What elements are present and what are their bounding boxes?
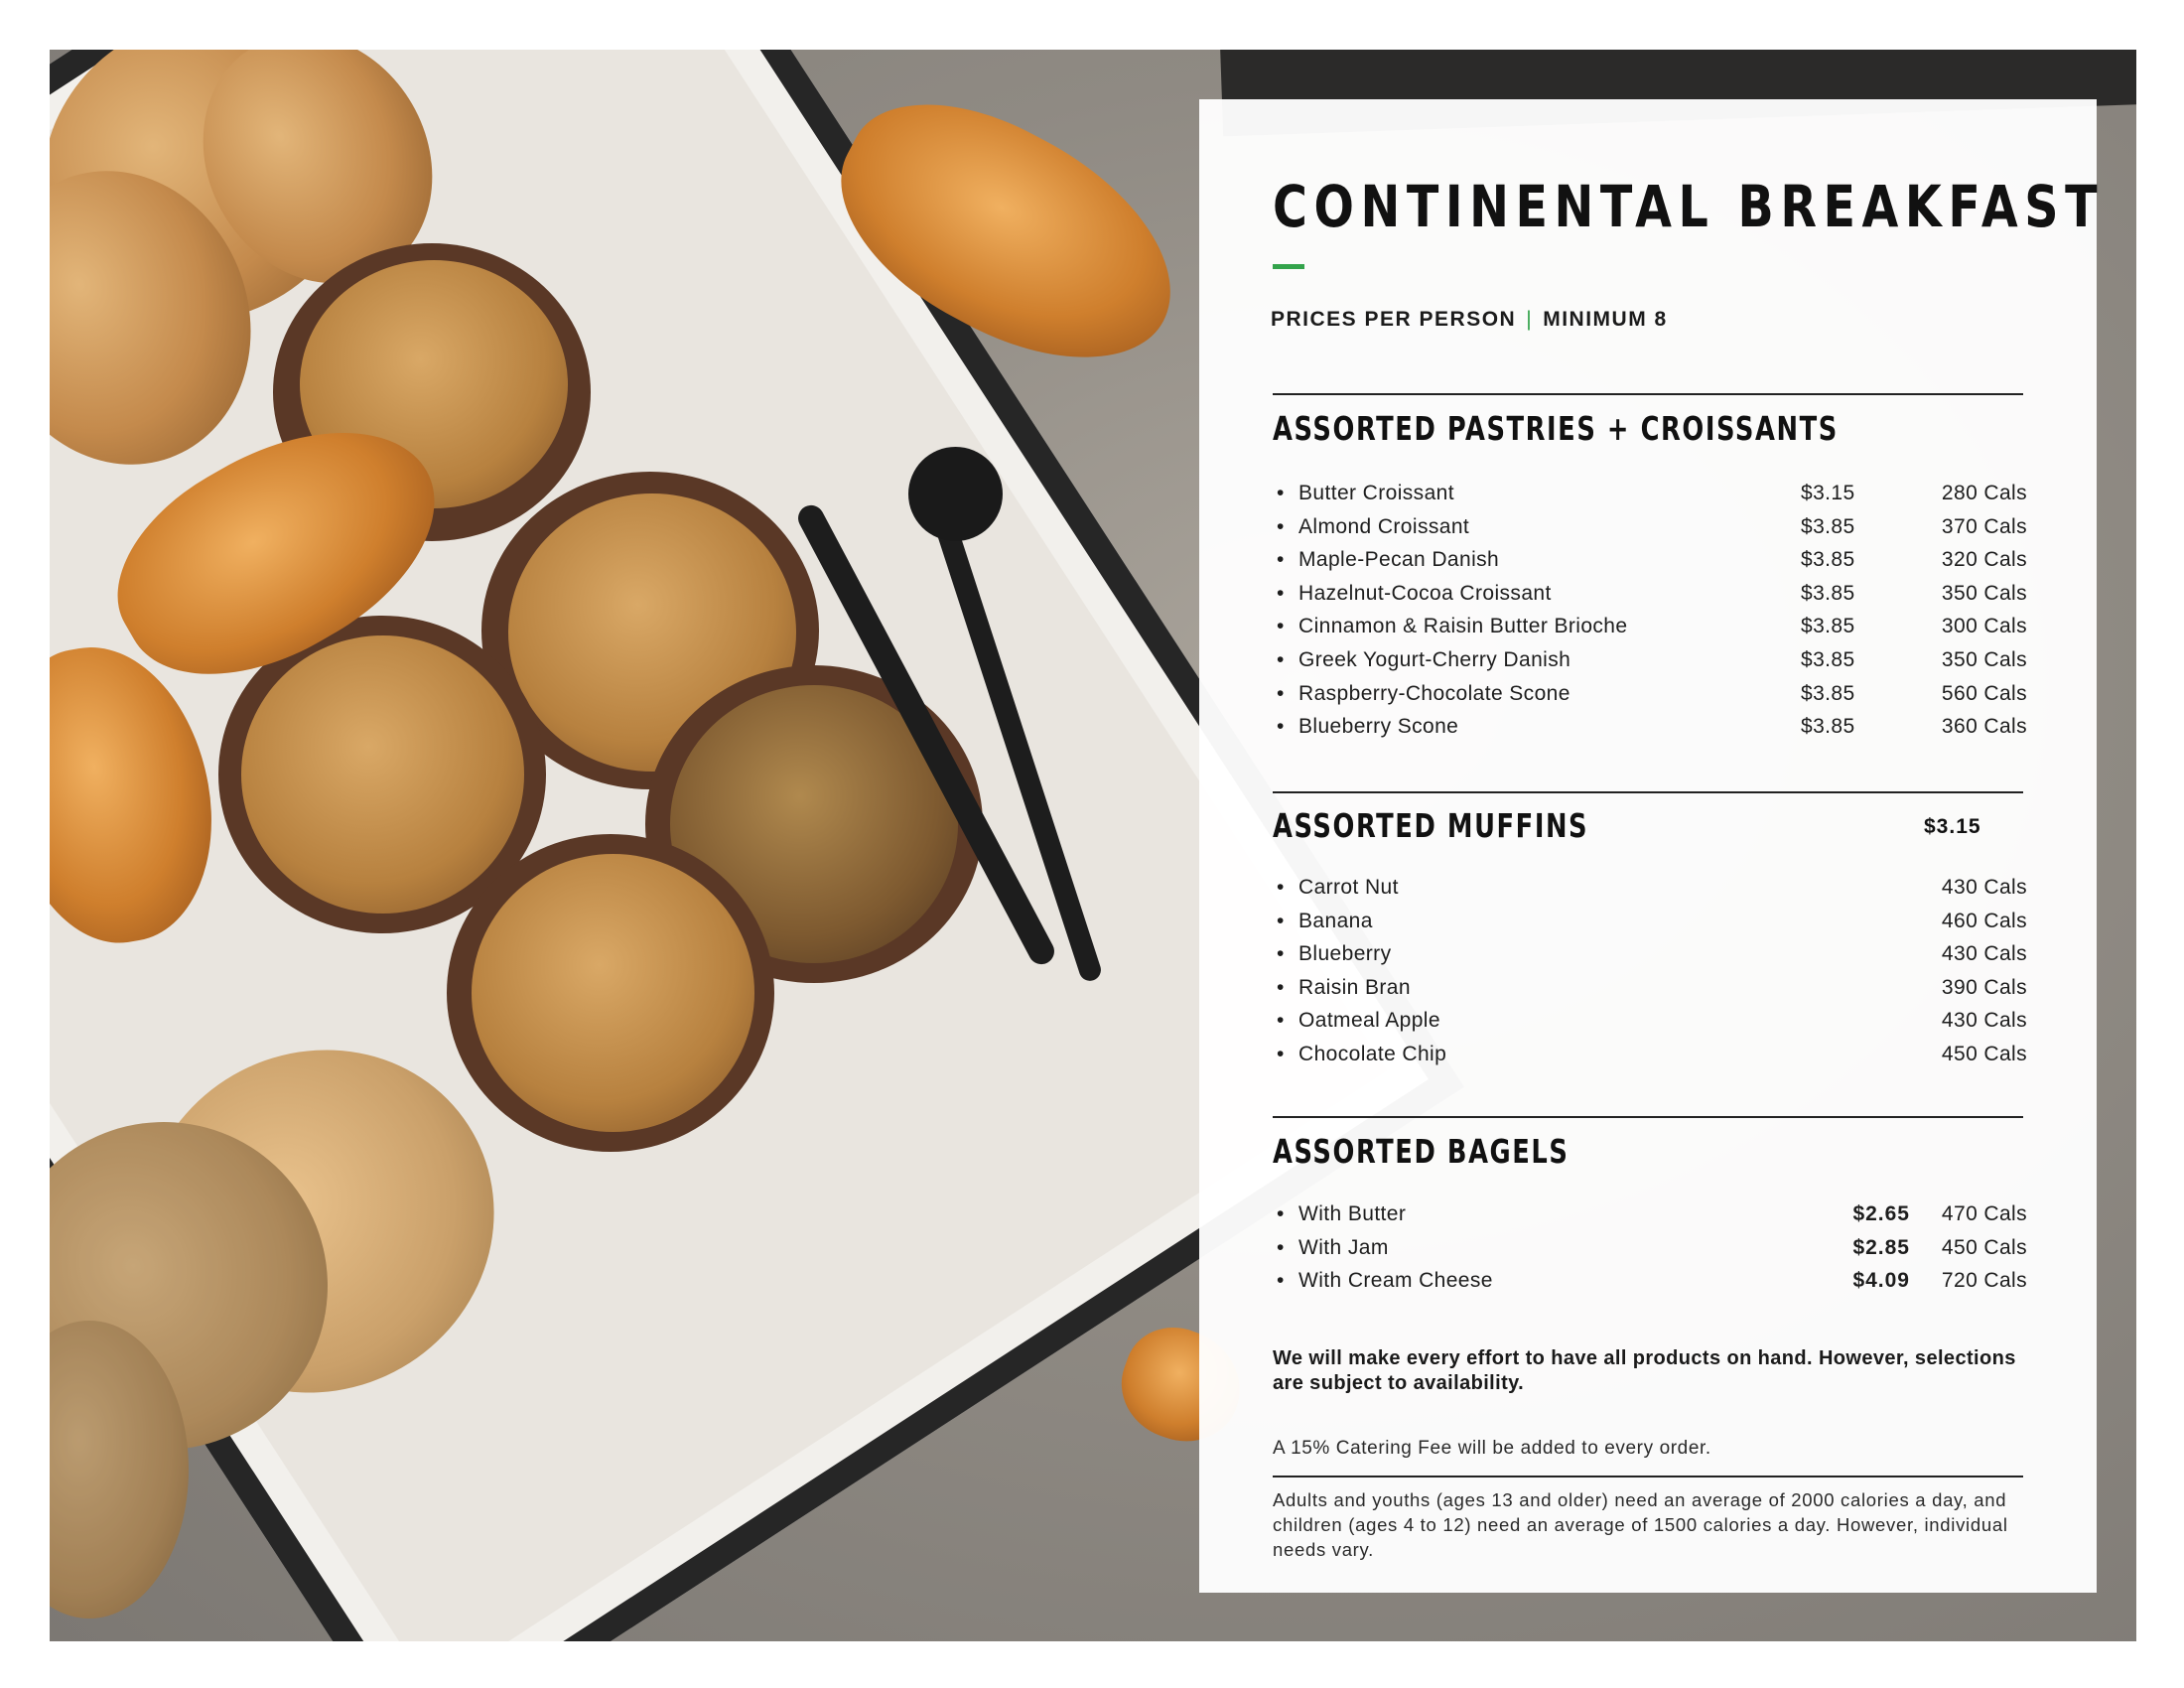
bagels-list xyxy=(1273,1197,2027,1298)
item-name: With Butter xyxy=(1298,1202,1407,1225)
list-item: • Chocolate Chip 450 Cals xyxy=(1273,1038,2027,1071)
list-item: • With Butter $2.65 470 Cals xyxy=(1273,1197,2027,1231)
menu-card xyxy=(1199,99,2105,1593)
item-calories: 350 Cals xyxy=(1941,647,2027,671)
item-calories: 450 Cals xyxy=(1941,1042,2027,1065)
item-price: $3.85 xyxy=(1801,548,1855,572)
list-item: • Hazelnut-Cocoa Croissant $3.85 350 Cals xyxy=(1273,577,2027,611)
list-item: • Almond Croissant $3.85 370 Cals xyxy=(1273,510,2027,544)
item-name: Carrot Nut xyxy=(1298,876,1399,899)
item-name: Almond Croissant xyxy=(1298,514,1470,538)
list-item: • Raisin Bran 390 Cals xyxy=(1273,971,2027,1005)
item-calories: 370 Cals xyxy=(1941,514,2027,538)
oatmeal-muffin xyxy=(472,854,754,1132)
item-price: $4.09 xyxy=(1852,1269,1910,1293)
section-title-bagels: ASSORTED BAGELS xyxy=(1273,1132,1570,1171)
item-price: $3.85 xyxy=(1801,681,1855,705)
subtitle-separator: | xyxy=(1526,308,1534,331)
item-calories: 300 Cals xyxy=(1941,615,2027,638)
list-item: • Blueberry 430 Cals xyxy=(1273,937,2027,971)
item-calories: 470 Cals xyxy=(1941,1202,2027,1225)
menu-title: CONTINENTAL BREAKFAST xyxy=(1273,173,2105,240)
item-name: Raisin Bran xyxy=(1298,975,1411,999)
list-item: • Banana 460 Cals xyxy=(1273,905,2027,938)
list-item: • Oatmeal Apple 430 Cals xyxy=(1273,1004,2027,1038)
item-price: $3.15 xyxy=(1801,482,1855,504)
list-item: • Butter Croissant $3.15 280 Cals xyxy=(1273,477,2027,510)
item-calories: 560 Cals xyxy=(1941,681,2027,705)
item-name: Blueberry xyxy=(1298,942,1392,966)
title-accent-bar xyxy=(1273,264,1304,269)
calorie-disclaimer: Adults and youths (ages 13 and older) need an average of 2000 calories a day, and children (ages 4 to 12) need an average of 1500 calories a day. However, individual needs vary. xyxy=(1273,1489,2008,1560)
list-item: • Blueberry Scone $3.85 360 Cals xyxy=(1273,710,2027,744)
catering-fee-note: A 15% Catering Fee will be added to every order. xyxy=(1273,1438,1711,1459)
item-calories: 320 Cals xyxy=(1941,548,2027,572)
item-price: $2.85 xyxy=(1852,1235,1910,1259)
item-price: $3.85 xyxy=(1801,647,1855,671)
item-calories: 430 Cals xyxy=(1941,1009,2027,1033)
item-name: Oatmeal Apple xyxy=(1298,1009,1440,1033)
minimum-order: MINIMUM 8 xyxy=(1543,308,1668,331)
section-divider xyxy=(1273,791,2023,793)
list-item: • Carrot Nut 430 Cals xyxy=(1273,871,2027,905)
item-name: Banana xyxy=(1298,909,1373,932)
item-price: $2.65 xyxy=(1852,1202,1910,1225)
item-name: With Jam xyxy=(1298,1235,1389,1259)
pricing-note xyxy=(1271,308,1668,332)
muffins-price: $3.15 xyxy=(1924,815,1981,838)
list-item: • Greek Yogurt-Cherry Danish $3.85 350 Cals xyxy=(1273,643,2027,677)
list-item: • With Jam $2.85 450 Cals xyxy=(1273,1231,2027,1265)
item-name: Greek Yogurt-Cherry Danish xyxy=(1298,647,1571,671)
item-name: Raspberry-Chocolate Scone xyxy=(1298,681,1570,705)
list-item: • Cinnamon & Raisin Butter Brioche $3.85 300 Cals xyxy=(1273,610,2027,643)
list-item: • Maple-Pecan Danish $3.85 320 Cals xyxy=(1273,543,2027,577)
section-divider xyxy=(1273,393,2023,395)
availability-note: We will make every effort to have all products on hand. However, selections are subject to availability. xyxy=(1273,1347,2016,1394)
pastries-list xyxy=(1273,477,2027,744)
item-calories: 360 Cals xyxy=(1941,715,2027,739)
item-calories: 390 Cals xyxy=(1941,975,2027,999)
item-name: Cinnamon & Raisin Butter Brioche xyxy=(1298,615,1628,638)
item-price: $3.85 xyxy=(1801,615,1855,638)
item-calories: 430 Cals xyxy=(1941,876,2027,899)
item-price: $3.85 xyxy=(1801,715,1855,739)
section-divider xyxy=(1273,1476,2023,1477)
list-item: • Raspberry-Chocolate Scone $3.85 560 Cals xyxy=(1273,677,2027,711)
item-calories: 430 Cals xyxy=(1941,942,2027,966)
item-calories: 450 Cals xyxy=(1941,1235,2027,1259)
item-name: With Cream Cheese xyxy=(1298,1269,1493,1293)
item-price: $3.85 xyxy=(1801,581,1855,605)
item-name: Hazelnut-Cocoa Croissant xyxy=(1298,581,1552,605)
item-calories: 460 Cals xyxy=(1941,909,2027,932)
prices-per-person: PRICES PER PERSON xyxy=(1271,308,1517,331)
item-calories: 720 Cals xyxy=(1941,1269,2027,1293)
item-name: Butter Croissant xyxy=(1298,482,1454,504)
item-name: Blueberry Scone xyxy=(1298,715,1459,739)
chocolate-chip-muffin xyxy=(241,635,524,914)
section-divider xyxy=(1273,1116,2023,1118)
item-name: Maple-Pecan Danish xyxy=(1298,548,1500,572)
muffins-list xyxy=(1273,871,2027,1071)
section-title-pastries: ASSORTED PASTRIES + CROISSANTS xyxy=(1273,409,1839,448)
item-price: $3.85 xyxy=(1801,514,1855,538)
section-title-muffins: ASSORTED MUFFINS xyxy=(1273,806,1589,845)
list-item: • With Cream Cheese $4.09 720 Cals xyxy=(1273,1264,2027,1298)
item-calories: 350 Cals xyxy=(1941,581,2027,605)
item-calories: 280 Cals xyxy=(1941,482,2027,504)
item-name: Chocolate Chip xyxy=(1298,1042,1447,1065)
